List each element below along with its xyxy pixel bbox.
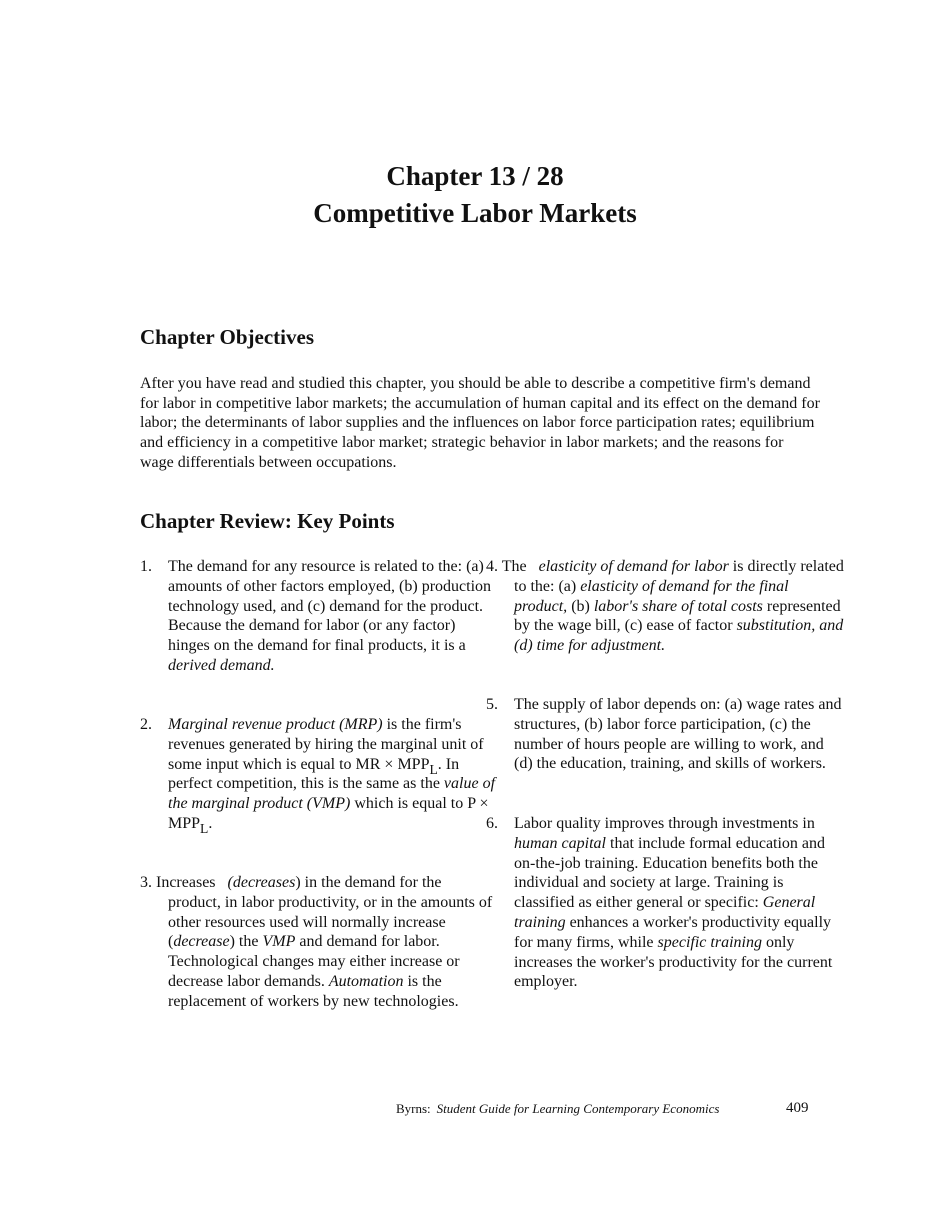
key-point-text: represented by the wage bill, (c) ease of factor xyxy=(514,597,841,635)
key-point-text: only increases the worker's productivity for the current employer. xyxy=(514,933,833,991)
key-point-term: substitution, and (d) time for adjustment. xyxy=(514,617,844,655)
key-point-term: Automation xyxy=(328,972,404,990)
key-point-text: . xyxy=(208,814,213,832)
key-point-text: that include formal education and on-the-job training. Education benefits both the individual and society at large. Training is classified as either general or specific: xyxy=(514,834,826,912)
footer-author: Byrns: xyxy=(396,1101,431,1116)
key-point-number: 2. xyxy=(140,716,152,733)
key-point-term: Marginal revenue product (MRP) xyxy=(168,716,383,733)
footer-source-title: Student Guide for Learning Contemporary Economics xyxy=(436,1101,720,1116)
page-footer xyxy=(396,1101,719,1117)
key-point-text: is directly related to the: (a) xyxy=(514,558,844,595)
key-point-number: 1. xyxy=(140,558,152,575)
chapter-number: Chapter 13 / 28 xyxy=(386,161,564,191)
key-point-term: human capital xyxy=(514,834,606,852)
key-point-term: elasticity of demand for the final product, xyxy=(514,577,789,615)
key-point-number: 5. xyxy=(486,696,498,713)
key-point-4 xyxy=(486,557,844,656)
key-point-text: is the replacement of workers by new technologies. xyxy=(168,972,459,1010)
key-point-3 xyxy=(140,873,498,1012)
key-point-term: decrease xyxy=(173,933,230,951)
key-point-text: enhances a worker's productivity equally for many firms, while xyxy=(514,913,832,951)
key-point-term: value of the marginal product (VMP) xyxy=(168,775,496,813)
subscript: L xyxy=(200,820,209,836)
key-point-term: labor's share of total costs xyxy=(593,597,763,615)
key-point-text: is the firm's revenues generated by hiring the marginal unit of some input which is equal to MR × MPP xyxy=(168,716,484,773)
key-point-6 xyxy=(486,814,844,992)
key-point-text: . In perfect competition, this is the same as the xyxy=(168,755,460,793)
key-point-text: The demand for any resource is related to the: (a) amounts of other factors employed, (b) production technology used, and (c) demand for the product. Because the demand for labor (or any factor) hinges on the demand for final products, it is a xyxy=(168,558,492,655)
objectives-paragraph: After you have read and studied this chapter, you should be able to describe a competitive firm's demand for labor in competitive labor markets; the accumulation of human capital and its effect on the demand for labor; the determinants of labor supplies and the influences on labor force participation rates; equilibrium and efficiency in a competitive labor market; strategic behavior in labor markets; and the reasons for wage differentials between occupations. xyxy=(140,375,820,471)
key-point-term: derived demand. xyxy=(168,656,275,674)
key-point-2 xyxy=(140,715,498,834)
key-point-term: General training xyxy=(514,894,816,931)
key-point-1 xyxy=(140,557,498,676)
key-point-5 xyxy=(486,695,844,774)
key-point-term: specific training xyxy=(657,933,762,951)
objectives-heading: Chapter Objectives xyxy=(140,325,314,349)
chapter-title: Competitive Labor Markets xyxy=(313,198,637,228)
key-point-term: (decreases xyxy=(227,874,296,891)
key-point-number: 6. xyxy=(486,815,498,832)
key-point-text: and demand for labor. Technological changes may either increase or decrease labor demands. xyxy=(168,933,460,990)
key-points-heading: Chapter Review: Key Points xyxy=(140,509,395,533)
key-point-term: VMP xyxy=(262,933,296,951)
key-point-number: 4. The xyxy=(486,558,527,575)
key-point-text: The supply of labor depends on: (a) wage rates and structures, (b) labor force participation, (c) the number of hours people are willing to work, and (d) the education, training, and skills of workers. xyxy=(514,696,842,773)
key-point-text: (b) xyxy=(567,597,594,615)
page-number: 409 xyxy=(786,1100,809,1116)
key-point-text: Labor quality improves through investments in xyxy=(514,815,815,832)
key-point-term: elasticity of demand for labor xyxy=(538,558,729,575)
key-point-text: ) in the demand for the product, in labor productivity, or in the amounts of other resources used will normally increase ( xyxy=(168,874,493,951)
key-point-text: which is equal to P × MPP xyxy=(168,795,489,832)
key-point-text: ) the xyxy=(229,933,263,951)
subscript: L xyxy=(429,761,438,777)
key-point-number: 3. Increases xyxy=(140,874,216,891)
